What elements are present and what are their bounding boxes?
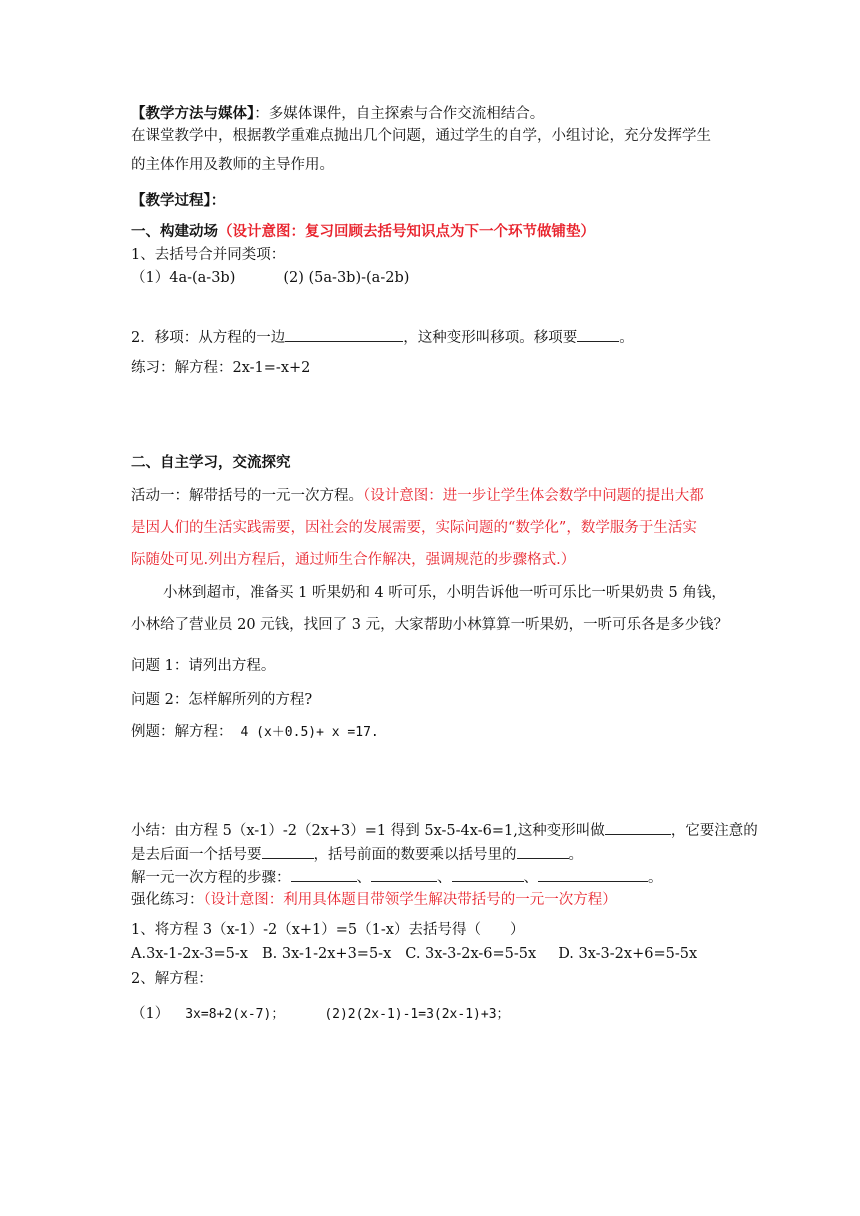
answer-blank <box>285 327 403 342</box>
summary-text-e: 。 <box>568 847 583 863</box>
example-equation: 4 (x＋0.5)+ x =17. <box>240 725 379 740</box>
question-2: 问题 2：怎样解所列的方程? <box>131 692 313 708</box>
activity-line <box>131 486 704 506</box>
task-2-text-a: 2．移项：从方程的一边 <box>131 330 286 346</box>
equation-1-label: （1） <box>131 1006 170 1022</box>
question-1: 问题 1：请列出方程。 <box>131 658 276 674</box>
process-colon: ： <box>210 192 226 209</box>
answer-blank <box>577 327 619 342</box>
answer-blank <box>538 867 648 882</box>
option-a: A.3x-1-2x-3=5-x <box>131 946 248 962</box>
method-label: 【教学方法与媒体】 <box>131 105 255 122</box>
practice-1: 练习：解方程：2x-1=-x+2 <box>131 360 311 376</box>
reinforce-label: 强化练习： <box>131 892 204 908</box>
answer-blank <box>371 867 437 882</box>
method-text: ：多媒体课件，自主探索与合作交流相结合。 <box>254 106 545 122</box>
summary-text-b: ，它要注意的 <box>670 823 758 839</box>
activity-intent-1: （设计意图：进一步让学生体会数学中问题的提出大都 <box>363 488 704 504</box>
activity-intent-2: 是因人们的生活实践需要，因社会的发展需要，实际问题的“数学化”，数学服务于生活实 <box>131 520 697 536</box>
activity-intent-3: 际随处可见.列出方程后，通过师生合作解决，强调规范的步骤格式.） <box>131 552 576 568</box>
exercise-2-equations <box>131 1004 510 1025</box>
summary-text-a: 小结：由方程 5（x-1）-2（2x+3）=1 得到 5x-5-4x-6=1,这种变形叫做 <box>131 823 605 839</box>
task-1: 1、去括号合并同类项： <box>131 247 286 263</box>
steps-end: 。 <box>648 870 663 886</box>
exercise-1-options <box>131 944 697 964</box>
equation-2: (2)2(2x-1)-1=3(2x-1)+3； <box>324 1007 510 1022</box>
reinforce-line <box>131 890 617 910</box>
example-line <box>131 722 379 743</box>
story-line-1: 小林到超市，准备买 1 听果奶和 4 听可乐，小明告诉他一听可乐比一听果奶贵 5 角钱， <box>163 585 726 601</box>
exercise-2: 2、解方程： <box>131 971 213 987</box>
section-2-heading: 二、自主学习，交流探究 <box>131 454 291 471</box>
process-heading <box>131 191 225 211</box>
equation-1: 3x=8+2(x-7)； <box>185 1007 285 1022</box>
section-1-heading: 一、构建动场 <box>131 223 218 240</box>
option-d: D. 3x-3-2x+6=5-5x <box>558 946 698 962</box>
task-2-text-c: 。 <box>619 330 634 346</box>
separator: 、 <box>356 870 371 886</box>
process-label: 【教学过程】 <box>131 192 211 209</box>
method-line <box>131 104 544 124</box>
summary-text-c: 是去后面一个括号要 <box>131 847 262 863</box>
reinforce-intent: （设计意图：利用具体题目带领学生解决带括号的一元一次方程） <box>203 892 617 908</box>
task-1-item-2: (2) (5a-3b)-(a-2b) <box>283 270 410 286</box>
answer-blank <box>262 844 314 859</box>
example-label: 例题：解方程： <box>131 724 233 740</box>
steps-label: 解一元一次方程的步骤： <box>131 870 291 886</box>
answer-blank <box>605 820 671 835</box>
answer-blank <box>291 867 357 882</box>
intro-paragraph-line-2: 的主体作用及教师的主导作用。 <box>131 157 334 173</box>
option-c: C. 3x-3-2x-6=5-5x <box>405 946 537 962</box>
section-1-heading-line <box>131 222 595 242</box>
separator: 、 <box>523 870 538 886</box>
task-1-item-1: （1）4a-(a-3b) <box>131 270 236 286</box>
summary-line-1 <box>131 820 758 841</box>
summary-line-2 <box>131 844 583 865</box>
task-2-text-b: ，这种变形叫移项。移项要 <box>403 330 578 346</box>
answer-blank <box>452 867 524 882</box>
option-b: B. 3x-1-2x+3=5-x <box>261 946 392 962</box>
section-1-intent: （设计意图：复习回顾去括号知识点为下一个环节做铺垫） <box>218 223 595 240</box>
task-2 <box>131 327 634 348</box>
answer-blank <box>517 844 569 859</box>
intro-paragraph-line-1: 在课堂教学中，根据教学重难点抛出几个问题，通过学生的自学，小组讨论，充分发挥学生 <box>131 128 711 144</box>
activity-label: 活动一：解带括号的一元一次方程。 <box>131 488 363 504</box>
exercise-1: 1、将方程 3（x-1）-2（x+1）=5（1-x）去括号得（ ） <box>131 922 525 938</box>
summary-text-d: ，括号前面的数要乘以括号里的 <box>313 847 517 863</box>
story-line-2: 小林给了营业员 20 元钱，找回了 3 元，大家帮助小林算算一听果奶，一听可乐各是多少钱？ <box>131 617 729 633</box>
separator: 、 <box>437 870 452 886</box>
task-1-items <box>131 268 409 288</box>
steps-line <box>131 867 663 888</box>
